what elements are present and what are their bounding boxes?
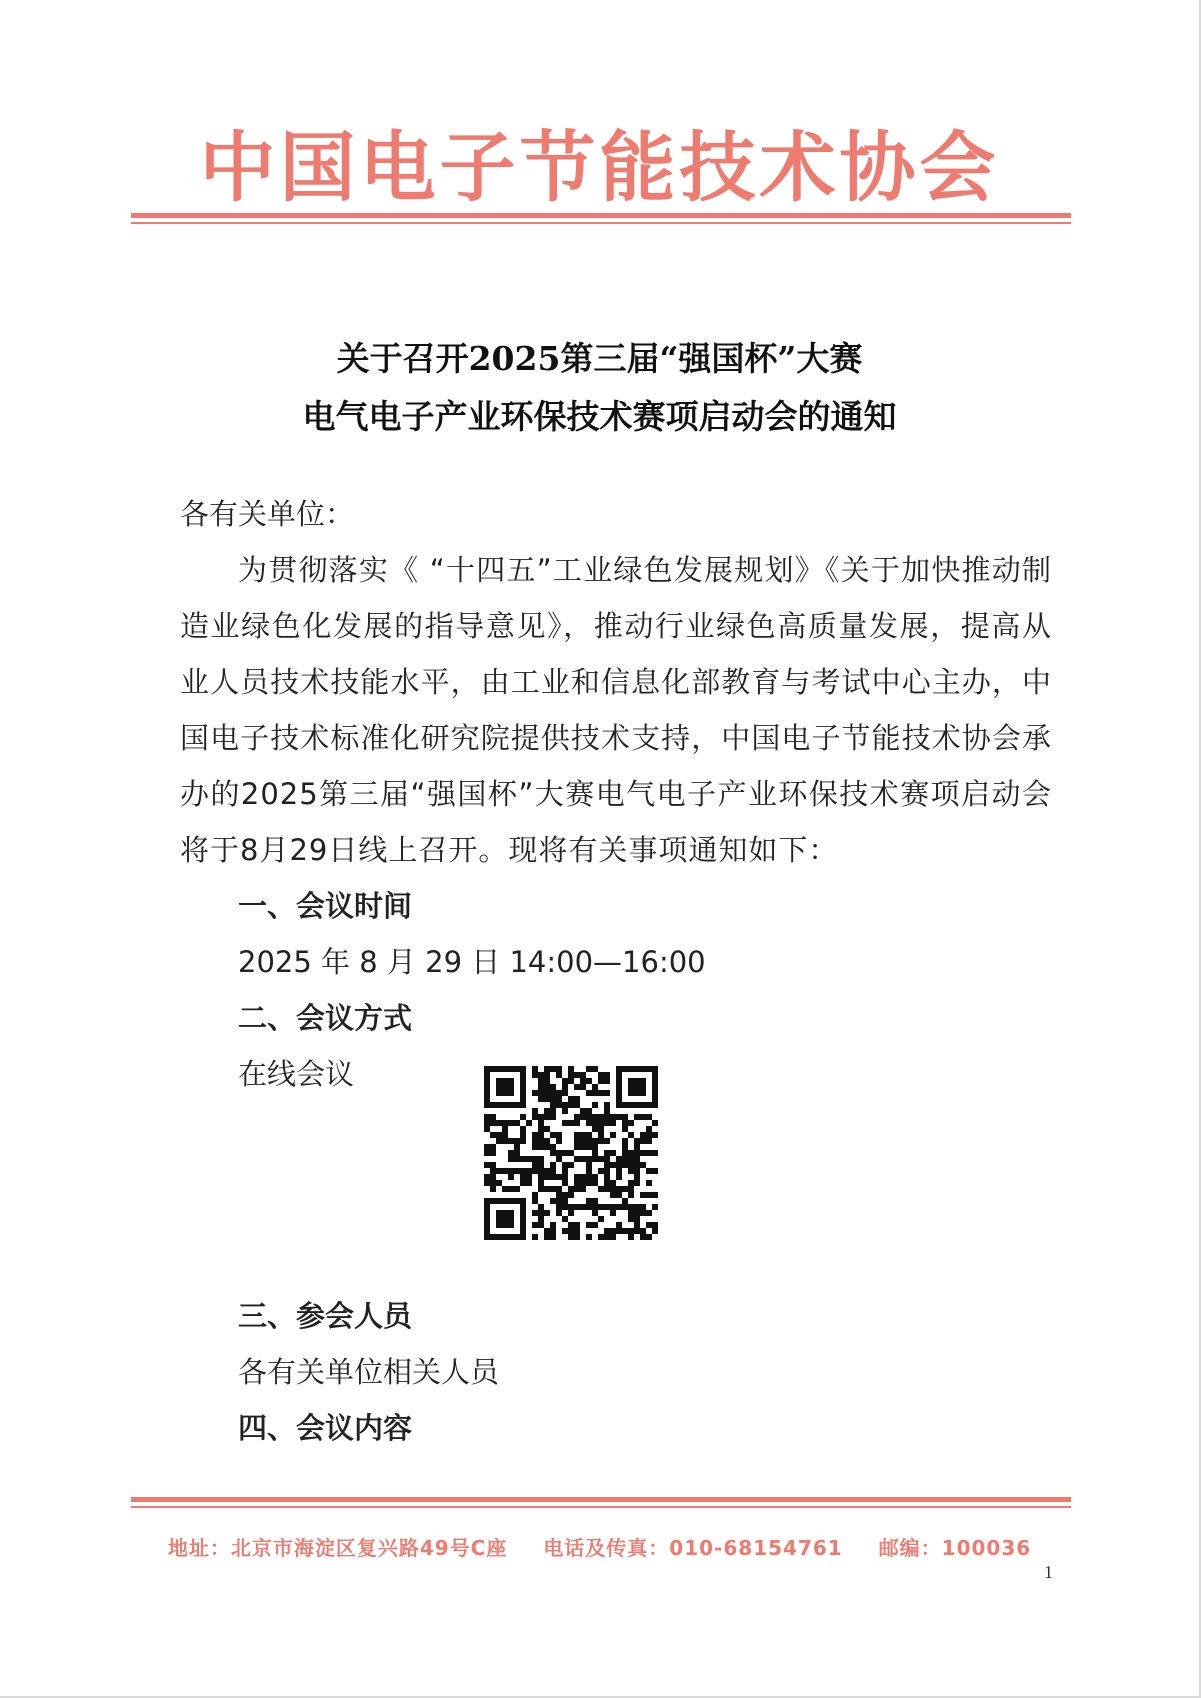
footer-phone: 电话及传真：010-68154761: [543, 1536, 843, 1560]
document-title-line1: 关于召开2025第三届“强国杯”大赛: [336, 339, 863, 378]
section-heading-time: 一、会议时间: [238, 889, 413, 923]
section-content-attendees: 各有关单位相关人员: [238, 1355, 500, 1389]
section-heading-method: 二、会议方式: [238, 1001, 413, 1035]
section-heading-content: 四、会议内容: [238, 1411, 413, 1445]
org-letterhead-title: 中国电子节能技术协会: [199, 123, 1000, 212]
section-content-method: 在线会议: [238, 1057, 355, 1091]
intro-paragraph: 为贯彻落实《 “十四五”工业绿色发展规划》《关于加快推动制造业绿色化发展的指导意见》，推动行业绿色高质量发展，提高从业人员技术技能水平，由工业和信息化部教育与考试中心主办，中国电子技术标准化研究院提供技术支持，中国电子节能技术协会承办的2025第三届“强国杯”大赛电气电子产业环保技术赛项启动会将于8月29日线上召开。现将有关事项通知如下：: [180, 553, 1052, 867]
qr-code-icon: [480, 1062, 662, 1244]
document-title-line2: 电气电子产业环保技术赛项启动会的通知: [302, 397, 897, 436]
document-title: [0, 330, 1199, 446]
footer-contact: [0, 1532, 1199, 1561]
salutation: 各有关单位：: [180, 497, 355, 531]
footer-address: 地址：北京市海淀区复兴路49号C座: [167, 1536, 508, 1560]
document-body: [180, 486, 1052, 1456]
section-heading-attendees: 三、参会人员: [238, 1299, 413, 1333]
qr-code-svg: [480, 1062, 662, 1244]
page-number: 1: [1044, 1562, 1053, 1582]
section-content-time: 2025 年 8 月 29 日 14:00—16:00: [238, 945, 706, 979]
letterhead-rule-bottom: [131, 1497, 1071, 1508]
letterhead-rule-top: [131, 213, 1071, 224]
footer-postcode: 邮编：100036: [878, 1536, 1032, 1560]
